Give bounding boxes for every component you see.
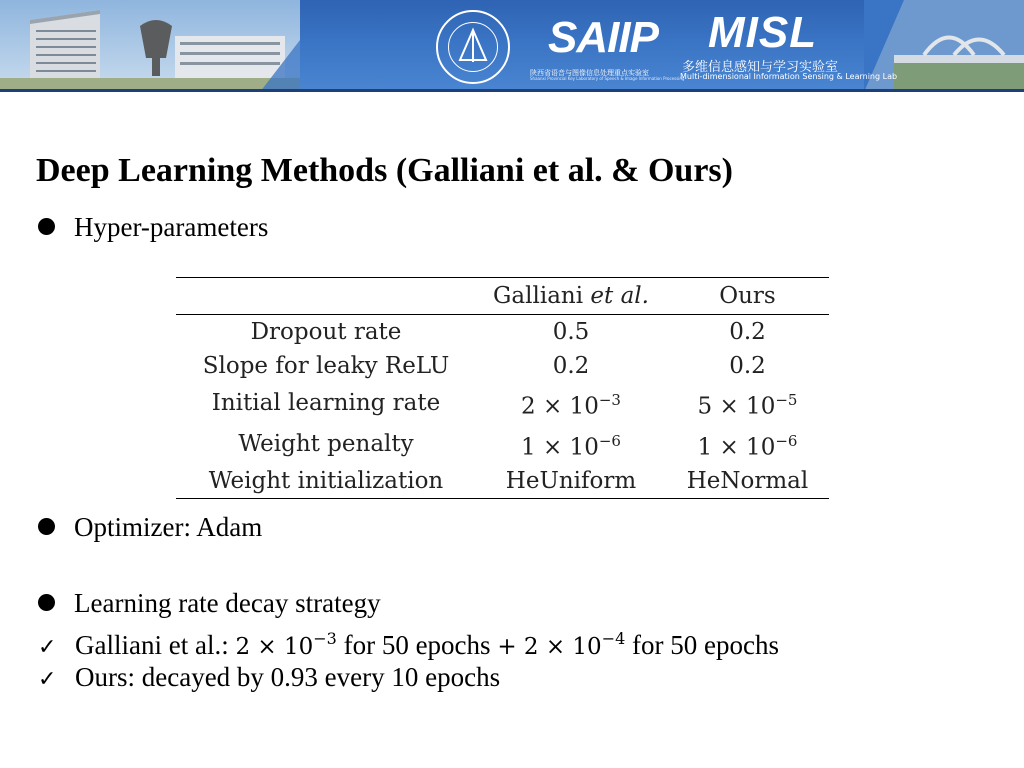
param-name: Weight initialization (208, 468, 444, 495)
misl-name-cn: 多维信息感知与学习实验室 (682, 60, 839, 75)
ours-value: 0.2 (729, 353, 766, 379)
bullet-decay-strategy: Learning rate decay strategy (38, 586, 381, 620)
hyperparameter-table (176, 277, 829, 499)
galliani-value: $1 \times 10^{-6}$ (521, 431, 621, 461)
param-name: Slope for leaky ReLU (202, 353, 450, 379)
table-row (176, 424, 829, 465)
galliani-value: HeUniform (505, 468, 637, 495)
galliani-value: 0.5 (552, 319, 590, 345)
misl-logo: MISL 多维信息感知与学习实验室 Multi-dimensional Information Sensing & Learning Lab (680, 8, 898, 81)
ours-value: HeNormal (686, 468, 809, 495)
galliani-value: 0.2 (552, 353, 590, 379)
table-header-ours: Ours (719, 283, 776, 309)
slide-title: Deep Learning Methods (Galliani et al. & Ours) (36, 152, 733, 189)
header-banner (0, 0, 1024, 92)
bullet-dot-icon (38, 218, 55, 235)
bullet-dot-icon (38, 518, 55, 535)
campus-buildings-image (0, 0, 300, 92)
check-ours: ✓ Ours: decayed by 0.93 every 10 epochs (38, 660, 500, 697)
bullet-optimizer: Optimizer: Adam (38, 510, 262, 544)
table-row (176, 383, 829, 424)
misl-name-en: Multi-dimensional Information Sensing & Learning Lab (680, 72, 898, 81)
param-name: Dropout rate (250, 319, 402, 345)
banner-divider (0, 89, 1024, 92)
check-galliani: ✓ Galliani et al.: $2 \times 10^{-3}$ for 50 epochs + $2 \times 10^{-4}$ for 50 epochs (38, 622, 779, 665)
ours-value: $5 \times 10^{-5}$ (697, 391, 798, 420)
table-header-row (176, 278, 829, 315)
checkmark-icon: ✓ (38, 667, 57, 692)
ours-value: 0.2 (729, 319, 766, 345)
university-seal-logo (436, 10, 510, 84)
table-header-galliani: Galliani et al. (493, 283, 649, 309)
table-header-param (176, 278, 476, 315)
table-row (176, 464, 829, 499)
bullet-hyper-parameters: Hyper-parameters (38, 210, 268, 244)
saiip-logo: SAIIP 陕西省语音与图像信息处理重点实验室 Shaanxi Provincial Key Laboratory of Speech & Image Information Processing (530, 13, 685, 81)
table-row (176, 349, 829, 383)
checkmark-icon: ✓ (38, 635, 57, 660)
galliani-value: $2 \times 10^{-3}$ (521, 391, 621, 420)
ours-value: $1 \times 10^{-6}$ (697, 431, 798, 461)
param-name: Initial learning rate (211, 390, 441, 417)
param-name: Weight penalty (238, 430, 414, 457)
table-row (176, 315, 829, 350)
bullet-dot-icon (38, 594, 55, 611)
